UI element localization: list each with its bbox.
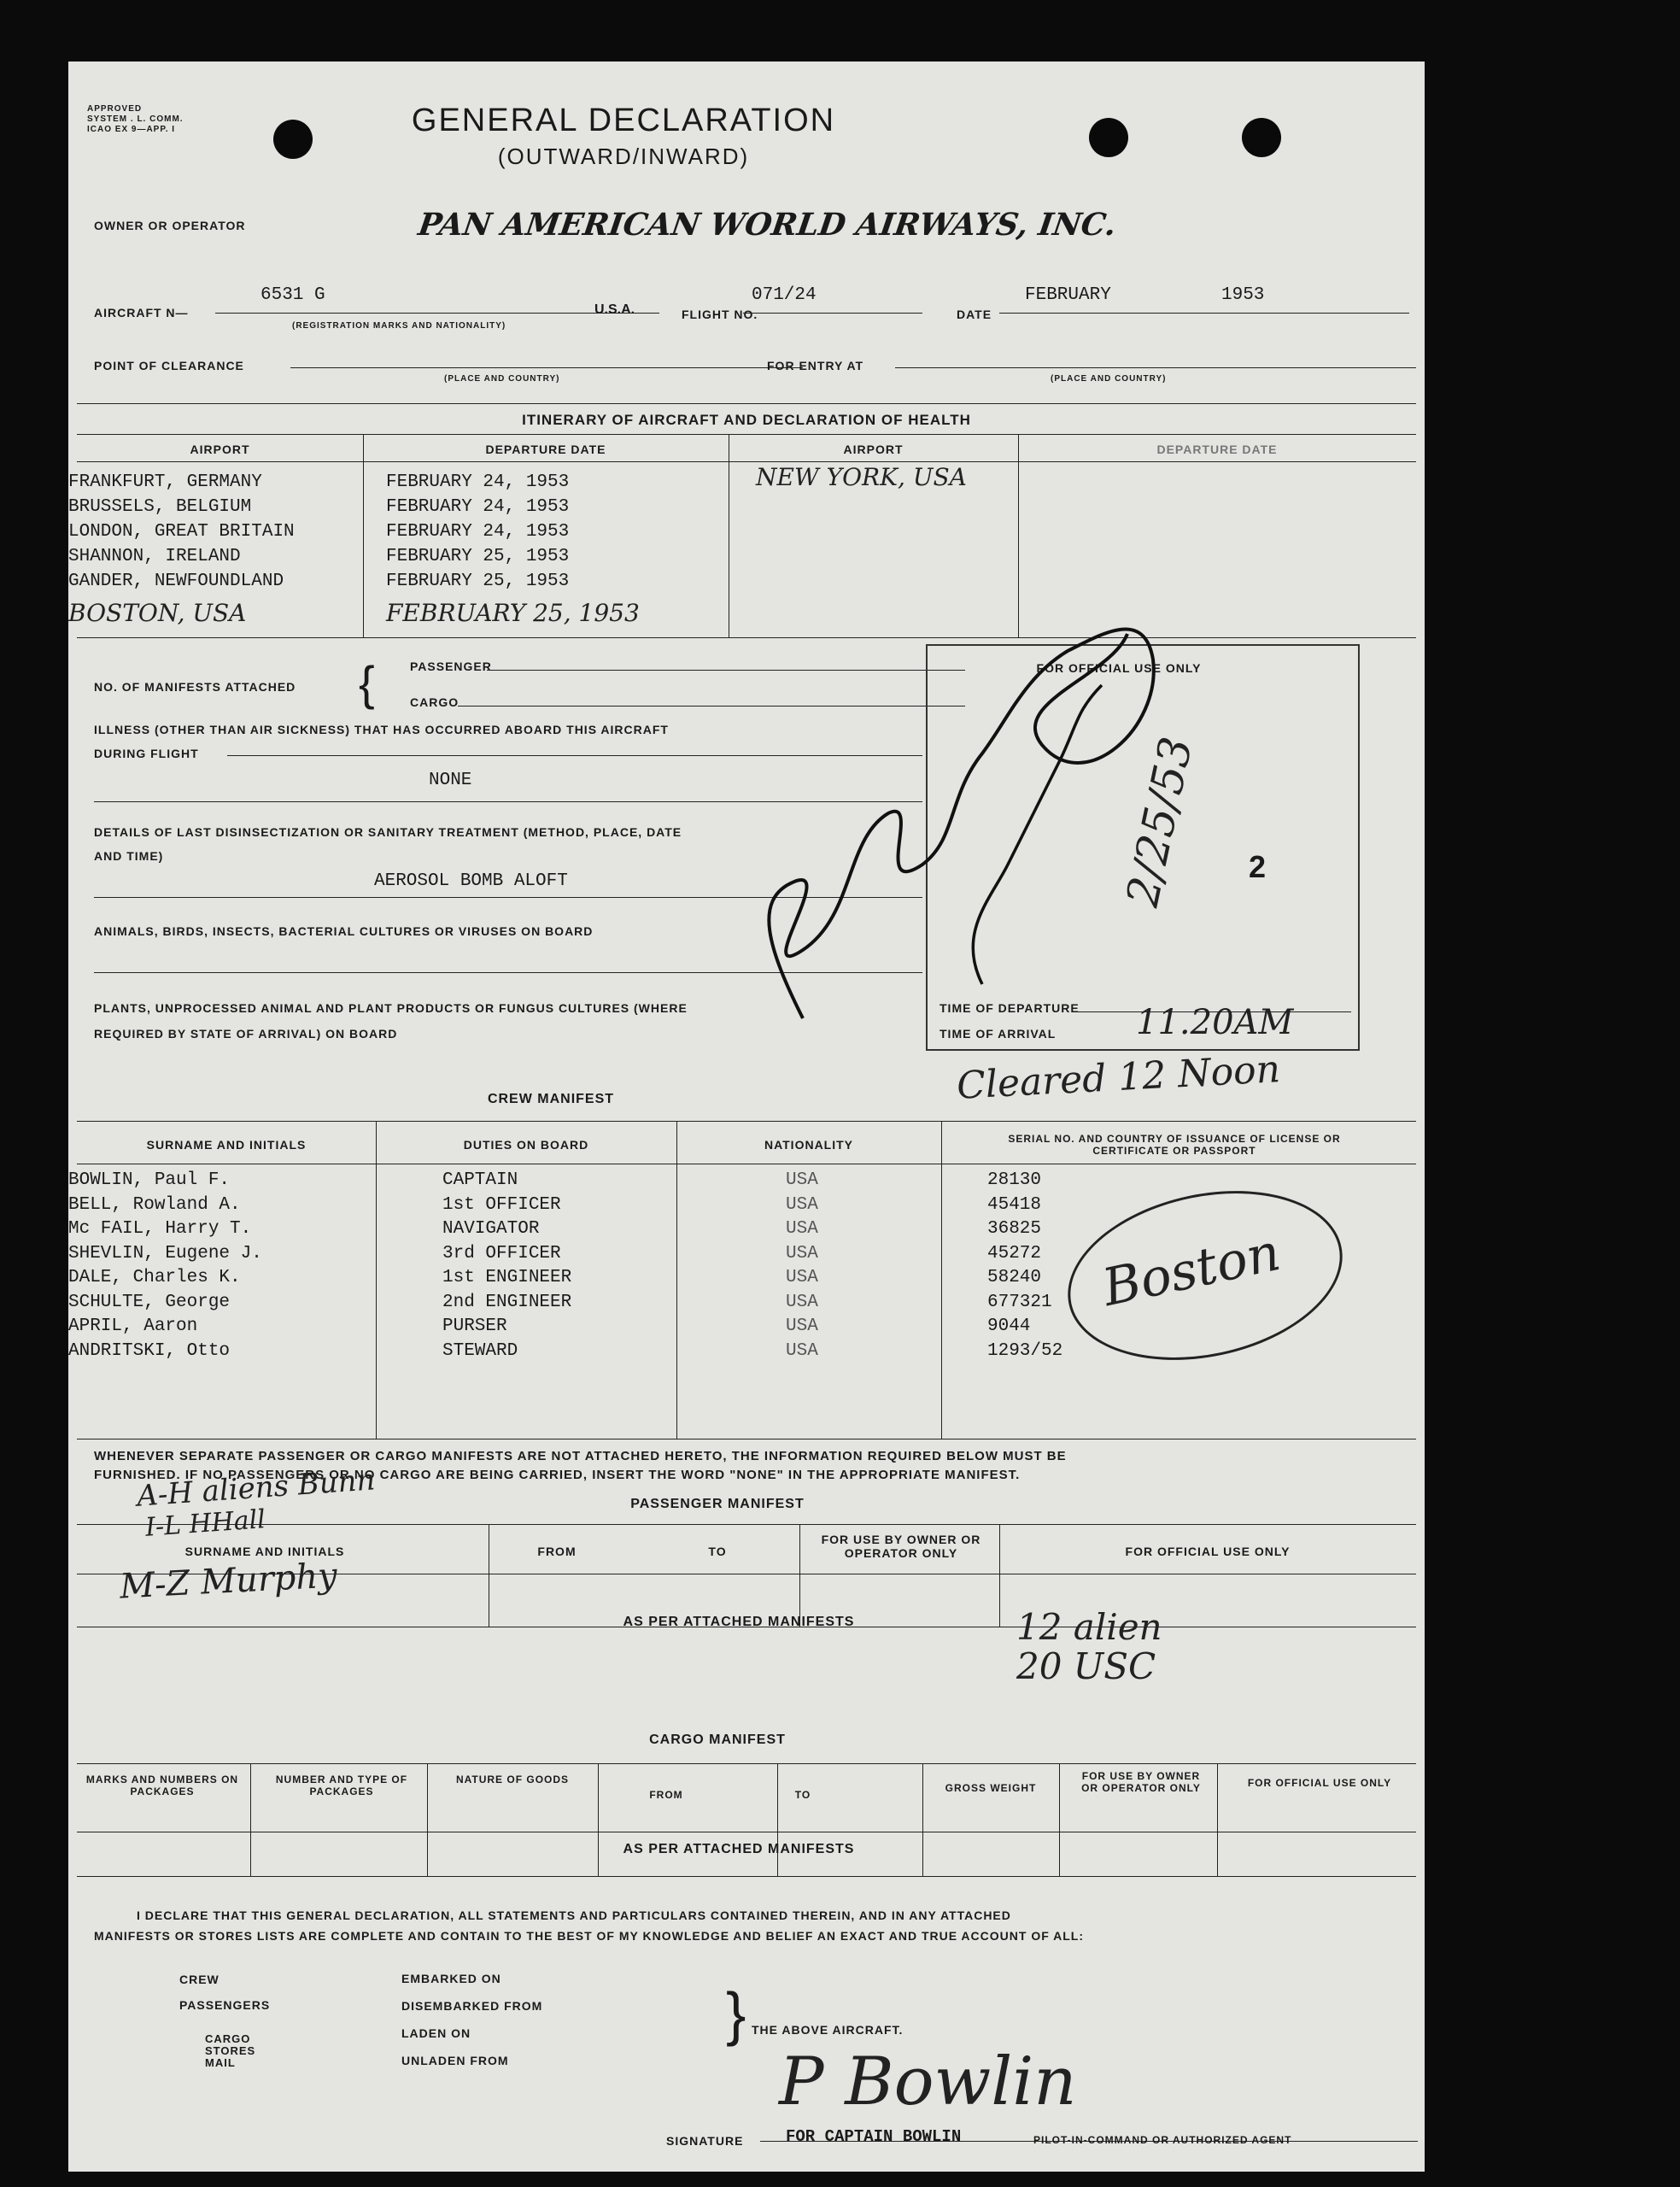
itinerary-row-airport: GANDER, NEWFOUNDLAND — [68, 572, 284, 591]
passenger-hand-note-5: 20 USC — [1016, 1645, 1156, 1687]
crew-row-nationality: USA — [786, 1243, 818, 1264]
official-use-number: 2 — [1249, 849, 1267, 884]
boston-stamp: Boston — [1098, 1222, 1285, 1319]
crew-row-duty: 3rd OFFICER — [442, 1243, 561, 1264]
declaration-mid-list — [401, 1965, 542, 2074]
usa-label: U.S.A. — [594, 302, 635, 317]
form-title: GENERAL DECLARATION — [411, 103, 836, 138]
crew-row-name: BOWLIN, Paul F. — [68, 1170, 231, 1190]
flight-year: 1953 — [1221, 285, 1265, 305]
cargo-header-marks: MARKS AND NUMBERS ON PACKAGES — [85, 1774, 239, 1797]
crew-row-name: DALE, Charles K. — [68, 1268, 241, 1287]
itinerary-header-airport: AIRPORT — [190, 443, 250, 456]
crew-row-serial: 45272 — [987, 1243, 1042, 1264]
crew-row-serial: 36825 — [987, 1219, 1042, 1239]
arrival-time-label: TIME OF ARRIVAL — [940, 1027, 1057, 1041]
cargo-attached: AS PER ATTACHED MANIFESTS — [623, 1842, 855, 1856]
form-subtitle: (OUTWARD/INWARD) — [497, 144, 750, 169]
crew-row-nationality: USA — [786, 1219, 818, 1239]
passenger-hand-note-2: I-L HHall — [143, 1504, 266, 1543]
itinerary-header-date-2: DEPARTURE DATE — [1156, 443, 1278, 456]
passenger-header-name: SURNAME AND INITIALS — [184, 1545, 345, 1558]
crew-row-nationality: USA — [786, 1292, 818, 1312]
crew-title: CREW MANIFEST — [487, 1092, 615, 1106]
clearance-caption: (PLACE AND COUNTRY) — [444, 374, 560, 384]
crew-row-serial: 677321 — [987, 1292, 1052, 1312]
passenger-header-to: TO — [708, 1545, 727, 1558]
arrival-time: 11.20AM — [1136, 1003, 1294, 1042]
official-use-label: FOR OFFICIAL USE ONLY — [1036, 661, 1202, 675]
declaration-left-item: MAIL — [205, 2056, 236, 2069]
cargo-header-owner: FOR USE BY OWNER OR OPERATOR ONLY — [1081, 1770, 1201, 1794]
crew-duties — [442, 1169, 571, 1363]
crew-row-duty: 1st ENGINEER — [442, 1268, 572, 1287]
declaration-brace: } — [726, 1980, 746, 2047]
crew-row-duty: NAVIGATOR — [442, 1219, 540, 1239]
passenger-header-from: FROM — [537, 1545, 577, 1558]
itinerary-row-date: FEBRUARY 25, 1953 — [386, 547, 570, 566]
crew-row-serial: 28130 — [987, 1170, 1042, 1190]
official-use-date: 2/25/53 — [1117, 732, 1203, 912]
itinerary-row-date: FEBRUARY 24, 1953 — [386, 522, 570, 542]
passenger-hand-note-4: 12 alien — [1016, 1606, 1162, 1648]
passenger-hand-note-1: A-H aliens Bunn — [135, 1463, 377, 1514]
itinerary-row-airport: BRUSSELS, BELGIUM — [68, 497, 252, 517]
crew-row-nationality: USA — [786, 1340, 818, 1361]
itinerary-row-airport: SHANNON, IRELAND — [68, 547, 241, 566]
cargo-title: CARGO MANIFEST — [649, 1733, 786, 1747]
declaration-mid-item: UNLADEN FROM — [401, 2054, 509, 2067]
crew-row-name: SCHULTE, George — [68, 1292, 231, 1312]
disinsect-label: DETAILS OF LAST DISINSECTIZATION OR SANITARY TREATMENT (METHOD, PLACE, DATE — [94, 825, 682, 839]
itinerary-row-airport: BOSTON, USA — [68, 599, 247, 627]
animals-label: ANIMALS, BIRDS, INSECTS, BACTERIAL CULTURES OR VIRUSES ON BOARD — [94, 924, 594, 938]
disinsect-label-2: AND TIME) — [94, 849, 164, 863]
crew-row-name: APRIL, Aaron — [68, 1316, 198, 1336]
passenger-title: PASSENGER MANIFEST — [630, 1497, 805, 1511]
itinerary-row-airport: FRANKFURT, GERMANY — [68, 472, 262, 492]
crew-serials — [987, 1169, 1062, 1363]
document-page — [68, 62, 1425, 2172]
crew-row-name: BELL, Rowland A. — [68, 1194, 241, 1215]
crew-row-serial: 58240 — [987, 1268, 1042, 1287]
declaration-left-item: PASSENGERS — [179, 1998, 271, 2012]
cargo-header-from: FROM — [649, 1789, 683, 1801]
owner-value: PAN AMERICAN WORLD AIRWAYS, INC. — [416, 207, 1119, 243]
itinerary-right-airport: NEW YORK, USA — [756, 463, 967, 491]
crew-row-duty: CAPTAIN — [442, 1170, 518, 1190]
notice-line-1: WHENEVER SEPARATE PASSENGER OR CARGO MANIFESTS ARE NOT ATTACHED HERETO, THE INFORMATION REQUIRED BELOW MUST BE — [94, 1449, 1067, 1463]
crew-row-serial: 1293/52 — [987, 1340, 1063, 1361]
cargo-header-number: NUMBER AND TYPE OF PACKAGES — [275, 1774, 408, 1797]
declaration-left-item: STORES — [205, 2044, 256, 2057]
plants-label-2: REQUIRED BY STATE OF ARRIVAL) ON BOARD — [94, 1027, 398, 1041]
entry-caption: (PLACE AND COUNTRY) — [1051, 374, 1167, 384]
crew-row-name: ANDRITSKI, Otto — [68, 1340, 231, 1361]
cleared-note: Cleared 12 Noon — [955, 1047, 1282, 1108]
plants-label: PLANTS, UNPROCESSED ANIMAL AND PLANT PRODUCTS OR FUNGUS CULTURES (WHERE — [94, 1001, 688, 1015]
itinerary-row-date: FEBRUARY 24, 1953 — [386, 497, 570, 517]
cargo-header-official: FOR OFFICIAL USE ONLY — [1247, 1777, 1392, 1789]
clearance-label: POINT OF CLEARANCE — [94, 359, 244, 372]
crew-header-name: SURNAME AND INITIALS — [146, 1138, 307, 1152]
punch-hole — [1089, 118, 1128, 157]
crew-row-name: Mc FAIL, Harry T. — [68, 1219, 252, 1239]
passenger-hand-note-3: M-Z Murphy — [118, 1556, 338, 1607]
crew-row-duty: 1st OFFICER — [442, 1194, 561, 1215]
declaration-mid-item: EMBARKED ON — [401, 1972, 501, 1985]
official-signature-scribble — [700, 540, 1247, 1070]
illness-label: ILLNESS (OTHER THAN AIR SICKNESS) THAT HAS OCCURRED ABOARD THIS AIRCRAFT — [94, 723, 669, 736]
crew-header-serial: SERIAL NO. AND COUNTRY OF ISSUANCE OF LICENSE OR CERTIFICATE OR PASSPORT — [1008, 1133, 1341, 1157]
crew-header-nationality: NATIONALITY — [764, 1138, 854, 1152]
cargo-header-nature: NATURE OF GOODS — [455, 1774, 570, 1785]
itinerary-row-date: FEBRUARY 25, 1953 — [386, 572, 570, 591]
crew-row-nationality: USA — [786, 1316, 818, 1336]
illness-value: NONE — [429, 771, 472, 790]
crew-row-serial: 9044 — [987, 1316, 1031, 1336]
crew-nationalities — [786, 1169, 818, 1363]
captain-signature: P Bowlin — [779, 2043, 1077, 2120]
crew-header-duty: DUTIES ON BOARD — [463, 1138, 589, 1152]
crew-row-duty: STEWARD — [442, 1340, 518, 1361]
notice-line-2: FURNISHED. IF NO PASSENGERS OR NO CARGO ARE BEING CARRIED, INSERT THE WORD "NONE" IN THE APPROPRIATE MANIFEST. — [94, 1468, 1021, 1482]
owner-label: OWNER OR OPERATOR — [94, 219, 246, 232]
cargo-header-to: TO — [794, 1789, 811, 1801]
declaration-mid-item: DISEMBARKED FROM — [401, 1999, 543, 2013]
crew-row-nationality: USA — [786, 1268, 818, 1287]
entry-label: FOR ENTRY AT — [767, 359, 864, 372]
punch-hole — [1242, 118, 1281, 157]
aircraft-label: AIRCRAFT N— — [94, 306, 189, 320]
crew-row-nationality: USA — [786, 1170, 818, 1190]
crew-row-serial: 45418 — [987, 1194, 1042, 1215]
signer-name: FOR CAPTAIN BOWLIN — [786, 2127, 962, 2146]
registration-caption: (REGISTRATION MARKS AND NATIONALITY) — [292, 321, 506, 331]
flight-number: 071/24 — [752, 285, 817, 305]
pilot-caption: PILOT-IN-COMMAND OR AUTHORIZED AGENT — [1033, 2134, 1292, 2146]
itinerary-dates — [386, 470, 640, 625]
itinerary-row-date: FEBRUARY 25, 1953 — [386, 599, 640, 627]
declaration-line-2: MANIFESTS OR STORES LISTS ARE COMPLETE AND CONTAIN TO THE BEST OF MY KNOWLEDGE AND BELIEF AN EXACT AND TRUE ACCOUNT OF ALL: — [94, 1929, 1085, 1943]
crew-row-name: SHEVLIN, Eugene J. — [68, 1243, 262, 1264]
manifests-passenger-label: PASSENGER — [410, 660, 492, 673]
itinerary-row-date: FEBRUARY 24, 1953 — [386, 472, 570, 492]
illness-label-2: DURING FLIGHT — [94, 747, 199, 760]
itinerary-row-airport: LONDON, GREAT BRITAIN — [68, 522, 295, 542]
flight-month: FEBRUARY — [1025, 285, 1111, 305]
departure-time-label: TIME OF DEPARTURE — [940, 1001, 1080, 1015]
passenger-header-owner: FOR USE BY OWNER OR OPERATOR ONLY — [821, 1533, 981, 1560]
itinerary-title: ITINERARY OF AIRCRAFT AND DECLARATION OF HEALTH — [522, 412, 971, 428]
manifests-brace: { — [359, 656, 375, 710]
passenger-attached: AS PER ATTACHED MANIFESTS — [623, 1615, 855, 1629]
manifests-label: NO. OF MANIFESTS ATTACHED — [94, 680, 296, 694]
crew-row-duty: PURSER — [442, 1316, 507, 1336]
passenger-header-official: FOR OFFICIAL USE ONLY — [1125, 1545, 1291, 1558]
manifests-cargo-label: CARGO — [410, 695, 460, 709]
declaration-left-item: CARGO — [205, 2032, 251, 2045]
declaration-line-1: I DECLARE THAT THIS GENERAL DECLARATION, ALL STATEMENTS AND PARTICULARS CONTAINED THEREIN, AND IN ANY ATTACHED — [137, 1908, 1011, 1922]
cargo-header-weight: GROSS WEIGHT — [945, 1782, 1037, 1794]
crew-names — [68, 1169, 262, 1363]
date-label: DATE — [957, 308, 992, 321]
crew-row-nationality: USA — [786, 1194, 818, 1215]
declaration-left-item: CREW — [179, 1973, 220, 1986]
crew-row-duty: 2nd ENGINEER — [442, 1292, 572, 1312]
declaration-mid-item: LADEN ON — [401, 2026, 471, 2040]
itinerary-header-date: DEPARTURE DATE — [485, 443, 606, 456]
itinerary-airports — [68, 470, 295, 625]
itinerary-header-airport-2: AIRPORT — [843, 443, 904, 456]
flight-label: FLIGHT NO. — [682, 308, 758, 321]
declaration-left-list — [179, 1967, 270, 2018]
punch-hole — [273, 120, 313, 159]
approval-stamp: APPROVED SYSTEM . L. COMM. ICAO EX 9—APP. I — [87, 104, 184, 134]
signature-label: SIGNATURE — [666, 2134, 744, 2148]
disinsect-value: AEROSOL BOMB ALOFT — [374, 871, 568, 891]
aircraft-number: 6531 G — [260, 285, 325, 305]
declaration-left-list-2 — [205, 2033, 255, 2069]
declaration-aircraft: THE ABOVE AIRCRAFT. — [752, 2023, 904, 2037]
